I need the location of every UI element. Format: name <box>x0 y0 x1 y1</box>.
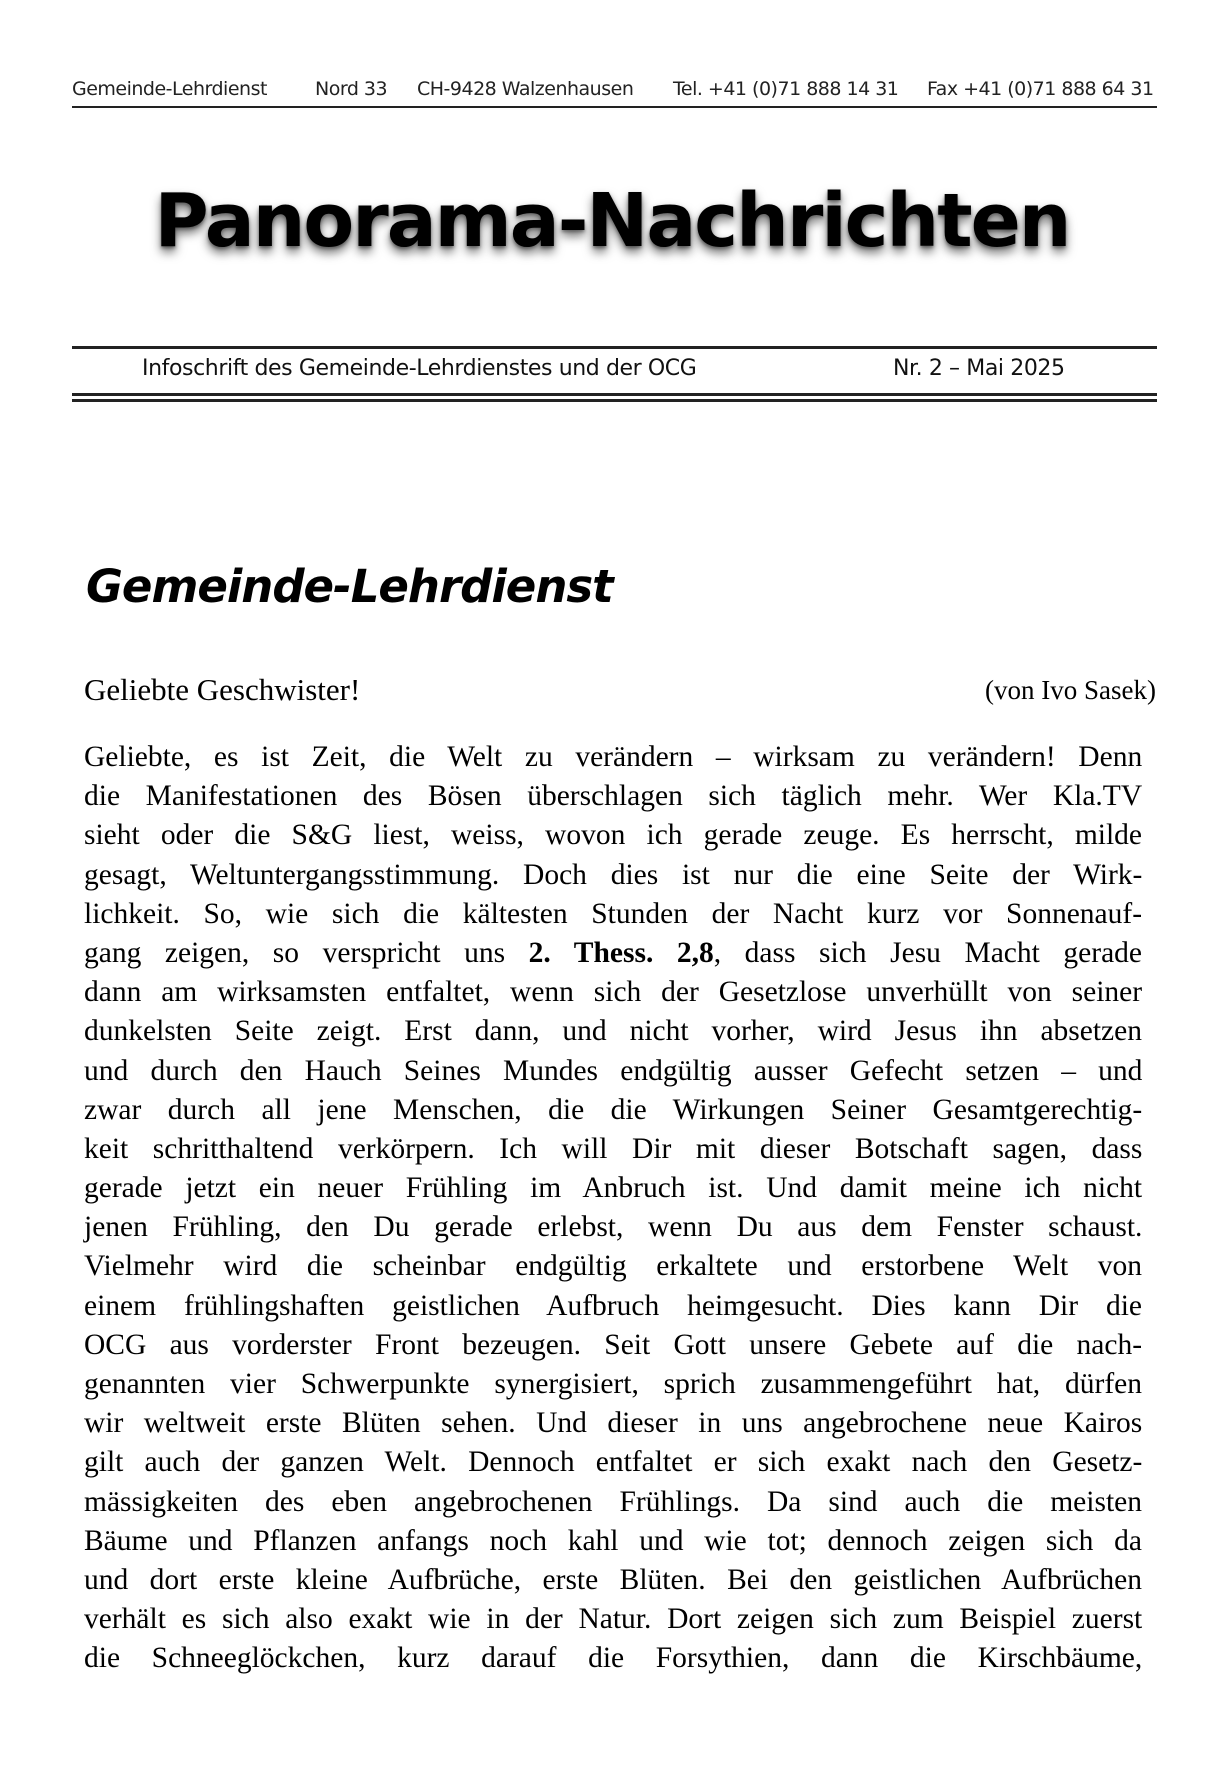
section-title: Gemeinde-Lehrdienst <box>86 560 613 613</box>
greeting: Geliebte Geschwister! <box>84 672 361 707</box>
body-line: Geliebte, es ist Zeit, die Welt zu verändern – wirksam zu verändern! Denn <box>84 741 1143 773</box>
body-line: zwar durch all jene Menschen, die die Wirkungen Seiner Gesamtgerechtig- <box>84 1093 1143 1126</box>
body-line: einem frühlingshaften geistlichen Aufbruch heimgesucht. Dies kann Dir die <box>84 1289 1142 1322</box>
body-line-with-reference <box>84 934 1142 973</box>
body-line: jenen Frühling, den Du gerade erlebst, wenn Du aus dem Fenster schaust. <box>84 1211 1143 1244</box>
masthead-title: Panorama-Nachrichten <box>154 178 1070 264</box>
body-line: lichkeit. So, wie sich die kältesten Stunden der Nacht kurz vor Sonnenauf- <box>84 897 1143 930</box>
body-line-part: , dass sich Jesu Macht gerade <box>713 936 1143 969</box>
body-line: und durch den Hauch Seines Mundes endgültig ausser Gefecht setzen – und <box>84 1054 1143 1087</box>
author-byline: (von Ivo Sasek) <box>985 675 1156 705</box>
header-fax: Fax +41 (0)71 888 64 31 <box>927 78 1154 100</box>
header-tel: Tel. +41 (0)71 888 14 31 <box>673 78 899 100</box>
body-line: genannten vier Schwerpunkte synergisiert, sprich zusammengeführt hat, dürfen <box>84 1368 1142 1400</box>
body-line: dann am wirksamsten entfaltet, wenn sich der Gesetzlose unverhüllt von seiner <box>84 976 1143 1009</box>
body-line: die Manifestationen des Bösen überschlagen sich täglich mehr. Wer Kla.TV <box>84 780 1143 813</box>
bible-reference: 2. Thess. 2,8 <box>528 936 714 969</box>
header-divider <box>72 106 1157 108</box>
contact-header <box>72 74 1157 108</box>
masthead-subtitle: Infoschrift des Gemeinde-Lehrdienstes und der OCG <box>142 356 697 381</box>
header-org: Gemeinde-Lehrdienst <box>72 78 267 100</box>
body-line: gerade jetzt ein neuer Frühling im Anbruch ist. Und damit meine ich nicht <box>84 1172 1143 1205</box>
masthead-rule-bottom <box>72 393 1157 396</box>
body-line: wir weltweit erste Blüten sehen. Und dieser in uns angebrochene neue Kairos <box>84 1407 1143 1440</box>
body-line: die Schneeglöckchen, kurz darauf die Forsythien, dann die Kirschbäume, <box>84 1642 1143 1675</box>
body-line: sieht oder die S&G liest, weiss, wovon ich gerade zeuge. Es herrscht, milde <box>84 819 1142 852</box>
body-line: gilt auch der ganzen Welt. Dennoch entfaltet er sich exakt nach den Gesetz- <box>84 1446 1143 1479</box>
body-line: OCG aus vorderster Front bezeugen. Seit Gott unsere Gebete auf die nach- <box>84 1328 1143 1361</box>
article-body <box>84 738 1142 1679</box>
body-line: Bäume und Pflanzen anfangs noch kahl und wie tot; dennoch zeigen sich da <box>84 1524 1142 1557</box>
masthead-rule-top <box>72 346 1157 349</box>
body-line: mässigkeiten des eben angebrochenen Frühlings. Da sind auch die meisten <box>84 1485 1142 1518</box>
body-line: keit schritthaltend verkörpern. Ich will Dir mit dieser Botschaft sagen, dass <box>84 1132 1143 1165</box>
body-line: und dort erste kleine Aufbrüche, erste Blüten. Bei den geistlichen Aufbrüchen <box>84 1563 1142 1596</box>
body-line: verhält es sich also exakt wie in der Natur. Dort zeigen sich zum Beispiel zuerst <box>84 1603 1143 1636</box>
issue-number: Nr. 2 – Mai 2025 <box>893 356 1065 381</box>
masthead-rule-bottom-double <box>72 399 1157 402</box>
body-line: gesagt, Weltuntergangsstimmung. Doch dies ist nur die eine Seite der Wirk- <box>84 858 1143 891</box>
body-line: Vielmehr wird die scheinbar endgültig erkaltete und erstorbene Welt von <box>84 1250 1142 1283</box>
header-street: Nord 33 <box>315 78 388 100</box>
body-line: dunkelsten Seite zeigt. Erst dann, und nicht vorher, wird Jesus ihn absetzen <box>84 1015 1142 1048</box>
body-line-part: gang zeigen, so verspricht uns <box>84 936 529 969</box>
header-city: CH-9428 Walzenhausen <box>417 78 634 100</box>
